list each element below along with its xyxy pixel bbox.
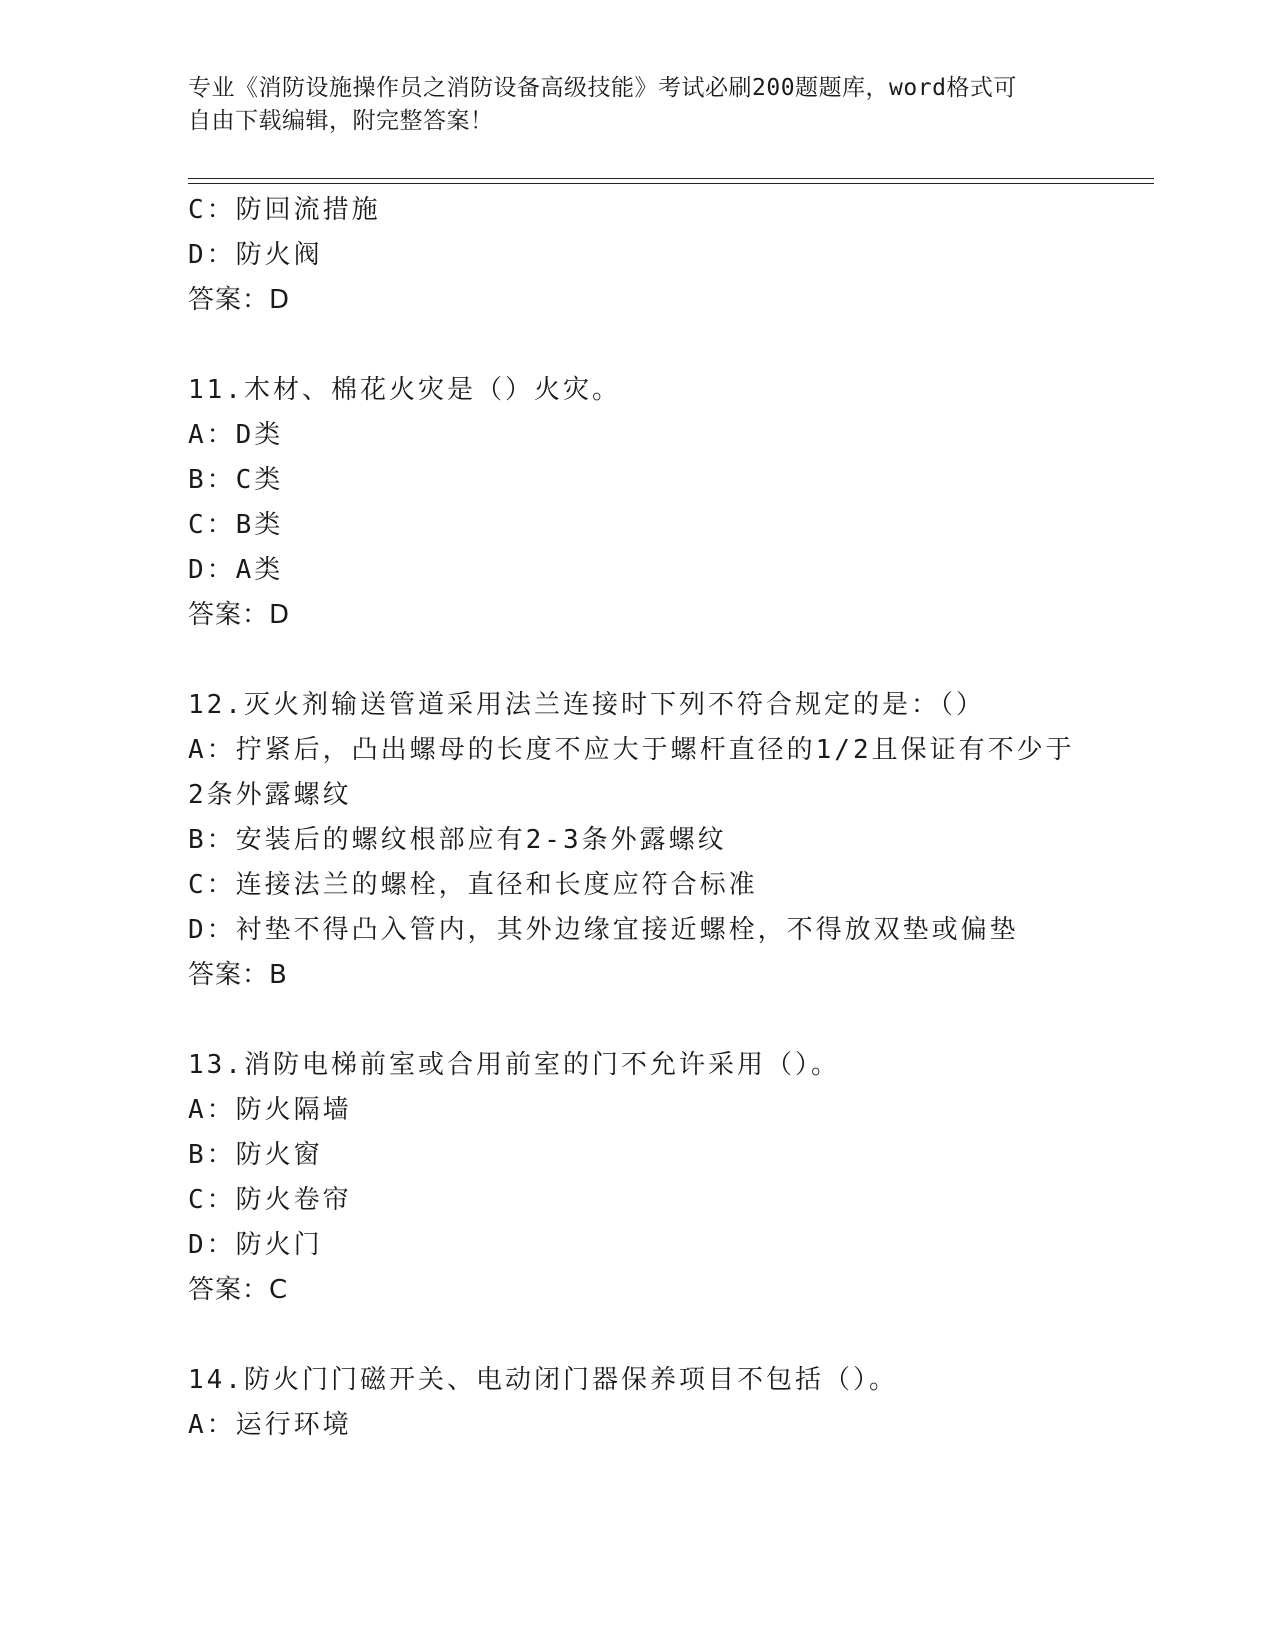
q12-option-b: B：安装后的螺纹根部应有2-3条外露螺纹 [188,825,727,855]
q12-answer: 答案：B [188,960,288,990]
q12-option-c: C：连接法兰的螺栓，直径和长度应符合标准 [188,870,758,900]
q13-question: 13.消防电梯前室或合用前室的门不允许采用（）。 [188,1050,840,1080]
q13-option-c: C：防火卷帘 [188,1185,352,1215]
q13-option-d: D：防火门 [188,1230,323,1260]
q10-option-d: D：防火阀 [188,240,323,270]
q10-option-c: C：防回流措施 [188,195,381,225]
document-header [188,72,1088,138]
q13-option-a: A：防火隔墙 [188,1095,352,1125]
q12-option-d: D：衬垫不得凸入管内，其外边缘宜接近螺栓，不得放双垫或偏垫 [188,915,1019,945]
q11-option-d: D：A类 [188,555,284,585]
q13-answer: 答案：C [188,1275,289,1305]
q12-option-a-continued: 2条外露螺纹 [188,780,352,810]
q11-option-c: C：B类 [188,510,284,540]
q11-option-b: B：C类 [188,465,284,495]
header-divider-bottom [188,183,1154,184]
q12-question: 12.灭火剂输送管道采用法兰连接时下列不符合规定的是：（） [188,690,985,720]
q14-option-a: A：运行环境 [188,1410,352,1440]
q13-option-b: B：防火窗 [188,1140,323,1170]
header-divider-top [188,178,1154,179]
q11-question: 11.木材、棉花火灾是（）火灾。 [188,375,621,405]
q14-question: 14.防火门门磁开关、电动闭门器保养项目不包括（）。 [188,1365,898,1395]
q11-option-a: A：D类 [188,420,284,450]
q12-option-a: A：拧紧后，凸出螺母的长度不应大于螺杆直径的1/2且保证有不少于 [188,735,1075,765]
q11-answer: 答案：D [188,600,291,630]
header-line-2: 自由下载编辑，附完整答案！ [188,108,494,134]
q10-answer: 答案：D [188,285,291,315]
header-line-1: 专业《消防设施操作员之消防设备高级技能》考试必刷200题题库，word格式可 [188,75,1017,101]
